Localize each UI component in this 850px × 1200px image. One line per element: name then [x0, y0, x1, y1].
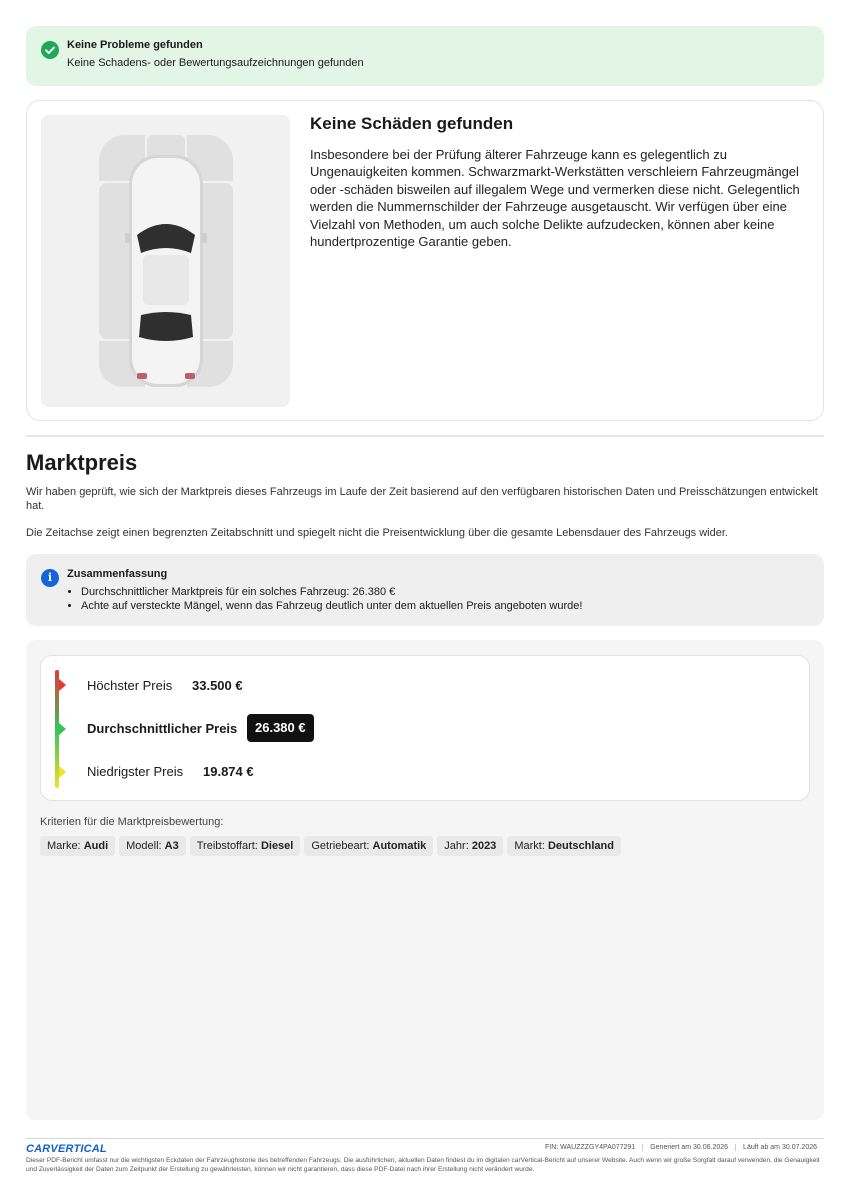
market-intro-text: Wir haben geprüft, wie sich der Marktpreis dieses Fahrzeugs im Laufe der Zeit basierend auf den verfügbaren historischen Daten und Preisschätzungen entwickelt hat.: [26, 486, 818, 512]
damage-card: [26, 100, 824, 421]
lowest-marker-icon: [59, 766, 66, 778]
footer-disclaimer: Dieser PDF-Bericht umfasst nur die wichtigsten Eckdaten der Fahrzeughistorie des betreffenden Fahrzeugs. Die ausführlichen, aktuellen Daten findest du im digitalen carVertical-Bericht auf unserer Website. Auch wenn wir große Sorgfalt darauf verwenden, die Genauigkeit und Zuverlässigkeit der Daten zum Zeitpunkt der Erstellung zu gewährleisten, können wir nicht garantieren, dass diese PDF-Datei nach ihrer Erstellung nicht verändert wurde.: [26, 1157, 820, 1173]
lowest-price-label: Niedrigster Preis: [87, 764, 184, 779]
criteria-chip-transmission: Getriebeart: Automatik: [304, 836, 433, 856]
no-issues-alert: [26, 26, 824, 86]
carvertical-logo: CARVERTICAL: [26, 1143, 107, 1155]
average-price-badge: 26.380 €: [247, 714, 314, 742]
summary-box: [26, 554, 824, 626]
market-timeline-note: Die Zeitachse zeigt einen begrenzten Zeitabschnitt und spiegelt nicht die Preisentwicklung über die gesamte Lebensdauer des Fahrzeugs wider.: [26, 527, 728, 539]
criteria-chip-model: Modell: A3: [119, 836, 186, 856]
page-footer: [26, 1138, 824, 1173]
damage-description: Insbesondere bei der Prüfung älterer Fahrzeuge kann es gelegentlich zu Ungenauigkeiten kommen. Schwarzmarkt-Werkstätten verschleiern Fahrzeugmängel oder -schäden bisweilen auf illegalem Wege und vermerken diese nicht. Gelegentlich werden die Nummernschilder der Fahrzeuge ausgetauscht. Wir verfügen über eine Vielzahl von Methoden, um auch solche Delikte aufzudecken, können aber keine hundertprozentige Garantie geben.: [310, 147, 800, 250]
report-meta: [538, 1144, 824, 1151]
highest-price-value: 33.500 €: [192, 678, 243, 693]
criteria-chip-year: Jahr: 2023: [437, 836, 503, 856]
info-icon: i: [41, 569, 59, 587]
check-circle-icon: [41, 41, 59, 59]
criteria-title: Kriterien für die Marktpreisbewertung:: [40, 816, 224, 828]
lowest-price-value: 19.874 €: [203, 764, 254, 779]
summary-item: • Achte auf versteckte Mängel, wenn das Fahrzeug deutlich unter dem aktuellen Preis angeboten wurde!: [81, 599, 582, 613]
summary-item: • Durchschnittlicher Marktpreis für ein solches Fahrzeug: 26.380 €: [81, 585, 582, 599]
car-damage-diagram: [41, 115, 290, 407]
price-range-card: [40, 655, 810, 801]
average-marker-icon: [59, 723, 66, 735]
criteria-chip-market: Markt: Deutschland: [507, 836, 621, 856]
damage-title: Keine Schäden gefunden: [310, 114, 514, 133]
average-price-label: Durchschnittlicher Preis: [87, 721, 238, 736]
highest-marker-icon: [59, 679, 66, 691]
price-panel: [26, 640, 824, 1120]
criteria-chip-fuel: Treibstoffart: Diesel: [190, 836, 301, 856]
expiry-date: Läuft ab am 30.07.2026: [735, 1144, 824, 1151]
market-section-title: Marktpreis: [26, 450, 138, 475]
criteria-chip-brand: Marke: Audi: [40, 836, 115, 856]
generated-date: Generiert am 30.06.2026: [642, 1144, 735, 1151]
alert-title: Keine Probleme gefunden: [67, 39, 203, 51]
criteria-chips: [40, 836, 621, 856]
vin-number: FIN: WAUZZZGY4PA077291: [544, 1144, 636, 1151]
summary-list: [81, 585, 582, 613]
car-top-view-icon: [41, 115, 290, 407]
section-divider: [26, 435, 824, 437]
alert-text: Keine Schadens- oder Bewertungsaufzeichnungen gefunden: [67, 57, 364, 69]
summary-title: Zusammenfassung: [67, 568, 168, 580]
highest-price-label: Höchster Preis: [87, 678, 173, 693]
